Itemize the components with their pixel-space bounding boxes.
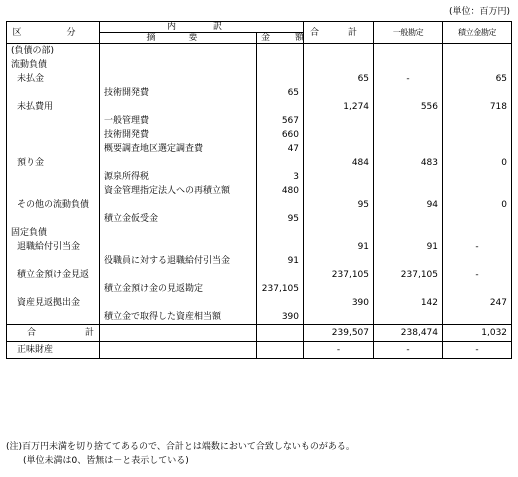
row-shikin (443, 58, 512, 72)
row-kubun (7, 310, 100, 325)
row-kingaku: 95 (257, 212, 304, 226)
total-shikin: 1,032 (443, 325, 512, 342)
row-goukei (304, 170, 374, 184)
row-shikin (443, 310, 512, 325)
row-kubun: 退職給付引当金 (7, 240, 100, 254)
row-tekiyo: 一般管理費 (100, 114, 257, 128)
table-row (7, 282, 512, 296)
row-tekiyo (100, 44, 257, 59)
total-kingaku (257, 325, 304, 342)
row-shikin (443, 142, 512, 156)
table-row (7, 268, 512, 282)
row-kingaku: 480 (257, 184, 304, 198)
row-kingaku (257, 44, 304, 59)
footnote-line-2: (単位未満は0、皆無は－と表示している) (23, 456, 189, 466)
row-goukei: 390 (304, 296, 374, 310)
row-kubun (7, 86, 100, 100)
row-goukei (304, 282, 374, 296)
row-tekiyo (100, 296, 257, 310)
row-goukei: 484 (304, 156, 374, 170)
footnote-line-1: (注)百万円未満を切り捨ててあるので、合計とは端数において合致しないものがある。 (6, 442, 355, 452)
row-tekiyo: 技術開発費 (100, 86, 257, 100)
row-kubun: 固定負債 (7, 226, 100, 240)
table-row (7, 114, 512, 128)
unit-label: (単位：百万円) (448, 7, 510, 17)
header-tekiyo: 摘 要 (100, 33, 257, 44)
row-ippan (374, 184, 443, 198)
total-tekiyo (100, 325, 257, 342)
row-tekiyo (100, 268, 257, 282)
row-shikin: 0 (443, 156, 512, 170)
row-tekiyo: 積立金で取得した資産相当額 (100, 310, 257, 325)
row-goukei (304, 212, 374, 226)
row-goukei (304, 86, 374, 100)
row-shikin (443, 212, 512, 226)
row-shikin (443, 114, 512, 128)
header-kubun: 区 分 (7, 22, 100, 44)
net-assets-row (7, 342, 512, 359)
row-kubun: その他の流動負債 (7, 198, 100, 212)
row-kingaku (257, 240, 304, 254)
row-tekiyo: 積立金預け金の見返勘定 (100, 282, 257, 296)
row-shikin (443, 128, 512, 142)
row-kubun: 未払費用 (7, 100, 100, 114)
table-row (7, 128, 512, 142)
table-row (7, 58, 512, 72)
table-row (7, 310, 512, 325)
row-shikin: - (443, 268, 512, 282)
row-shikin (443, 184, 512, 198)
row-tekiyo (100, 198, 257, 212)
row-kubun (7, 254, 100, 268)
liabilities-table (6, 21, 512, 359)
row-tekiyo (100, 156, 257, 170)
row-kingaku (257, 198, 304, 212)
row-kingaku (257, 100, 304, 114)
row-shikin (443, 226, 512, 240)
table-row (7, 72, 512, 86)
table-row (7, 86, 512, 100)
row-shikin: 718 (443, 100, 512, 114)
row-shikin: 0 (443, 198, 512, 212)
row-goukei (304, 226, 374, 240)
row-ippan: 483 (374, 156, 443, 170)
row-kingaku: 65 (257, 86, 304, 100)
row-shikin: 65 (443, 72, 512, 86)
table-row (7, 184, 512, 198)
net-assets-ippan: - (374, 342, 443, 359)
row-ippan (374, 44, 443, 59)
row-ippan (374, 86, 443, 100)
row-ippan (374, 58, 443, 72)
net-assets-shikin: - (443, 342, 512, 359)
row-goukei (304, 58, 374, 72)
table-header (7, 22, 512, 44)
row-kingaku (257, 296, 304, 310)
row-shikin (443, 254, 512, 268)
row-ippan: 142 (374, 296, 443, 310)
row-goukei: 1,274 (304, 100, 374, 114)
net-assets-label: 正味財産 (7, 342, 100, 359)
header-ippan: 一般勘定 (374, 22, 443, 44)
table-row (7, 254, 512, 268)
row-kubun (7, 170, 100, 184)
row-goukei (304, 44, 374, 59)
row-kingaku (257, 72, 304, 86)
row-kubun: (負債の部) (7, 44, 100, 59)
row-shikin (443, 282, 512, 296)
row-kingaku (257, 268, 304, 282)
total-row (7, 325, 512, 342)
row-ippan: 91 (374, 240, 443, 254)
row-ippan (374, 212, 443, 226)
row-goukei: 237,105 (304, 268, 374, 282)
row-shikin (443, 44, 512, 59)
table-row (7, 142, 512, 156)
table-row (7, 226, 512, 240)
row-shikin (443, 170, 512, 184)
row-ippan: 556 (374, 100, 443, 114)
row-goukei: 65 (304, 72, 374, 86)
row-kubun: 預り金 (7, 156, 100, 170)
row-tekiyo (100, 226, 257, 240)
table-row (7, 240, 512, 254)
table-row (7, 296, 512, 310)
row-kingaku: 660 (257, 128, 304, 142)
row-goukei (304, 114, 374, 128)
row-kingaku: 3 (257, 170, 304, 184)
row-goukei: 95 (304, 198, 374, 212)
header-kingaku: 金 額 (257, 33, 304, 44)
table-row (7, 156, 512, 170)
row-kingaku: 390 (257, 310, 304, 325)
row-tekiyo: 概要調査地区選定調査費 (100, 142, 257, 156)
row-tekiyo: 積立金仮受金 (100, 212, 257, 226)
row-goukei (304, 310, 374, 325)
row-goukei (304, 142, 374, 156)
row-ippan (374, 282, 443, 296)
row-shikin: - (443, 240, 512, 254)
row-ippan: 237,105 (374, 268, 443, 282)
row-ippan: - (374, 72, 443, 86)
row-goukei (304, 128, 374, 142)
header-shikin: 積立金勘定 (443, 22, 512, 44)
row-tekiyo (100, 240, 257, 254)
row-kubun: 未払金 (7, 72, 100, 86)
table-row (7, 212, 512, 226)
row-ippan (374, 170, 443, 184)
row-kubun (7, 142, 100, 156)
row-tekiyo: 役職員に対する退職給付引当金 (100, 254, 257, 268)
row-kubun: 積立金預け金見返 (7, 268, 100, 282)
row-tekiyo (100, 58, 257, 72)
row-kingaku: 237,105 (257, 282, 304, 296)
header-naiyaku: 内 訳 (100, 22, 304, 33)
row-ippan (374, 226, 443, 240)
header-goukei: 合 計 (304, 22, 374, 44)
table-body (7, 44, 512, 325)
row-kubun (7, 184, 100, 198)
row-kubun (7, 212, 100, 226)
row-tekiyo: 源泉所得税 (100, 170, 257, 184)
net-assets-tekiyo (100, 342, 257, 359)
total-goukei: 239,507 (304, 325, 374, 342)
row-kubun (7, 282, 100, 296)
net-assets-kingaku (257, 342, 304, 359)
row-goukei (304, 254, 374, 268)
row-kingaku (257, 58, 304, 72)
table-row (7, 198, 512, 212)
row-ippan (374, 142, 443, 156)
row-goukei (304, 184, 374, 198)
row-ippan (374, 254, 443, 268)
row-kingaku (257, 156, 304, 170)
row-ippan (374, 310, 443, 325)
row-shikin (443, 86, 512, 100)
row-kingaku (257, 226, 304, 240)
row-kubun: 資産見返拠出金 (7, 296, 100, 310)
net-assets-goukei: - (304, 342, 374, 359)
row-shikin: 247 (443, 296, 512, 310)
row-tekiyo: 資金管理指定法人への再積立額 (100, 184, 257, 198)
footnote (6, 440, 355, 468)
row-kingaku: 47 (257, 142, 304, 156)
row-ippan: 94 (374, 198, 443, 212)
row-goukei: 91 (304, 240, 374, 254)
row-kingaku: 567 (257, 114, 304, 128)
row-tekiyo (100, 100, 257, 114)
row-ippan (374, 128, 443, 142)
table-row (7, 44, 512, 59)
row-ippan (374, 114, 443, 128)
row-kubun: 流動負債 (7, 58, 100, 72)
table-row (7, 100, 512, 114)
row-kingaku: 91 (257, 254, 304, 268)
total-ippan: 238,474 (374, 325, 443, 342)
row-kubun (7, 128, 100, 142)
row-tekiyo: 技術開発費 (100, 128, 257, 142)
total-label: 合 計 (7, 325, 100, 342)
row-tekiyo (100, 72, 257, 86)
table-row (7, 170, 512, 184)
row-kubun (7, 114, 100, 128)
